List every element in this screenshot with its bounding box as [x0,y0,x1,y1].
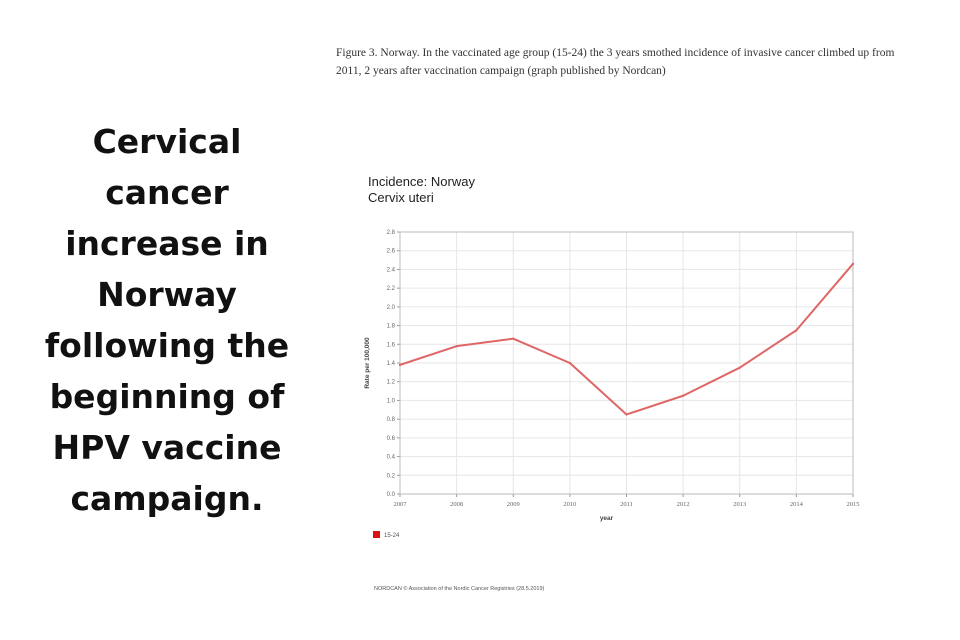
data-point [795,329,797,331]
chart-subtitle: Cervix uteri [368,190,434,205]
figure-caption: Figure 3. Norway. In the vaccinated age group (15-24) the 3 years smothed incidence of invasive cancer climbed up from 2011, 2 years after vaccination campaign (graph published by Nordcan) [336,47,895,77]
data-point [625,413,627,415]
headline [12,116,322,524]
x-tick-label: 2015 [846,501,860,508]
x-tick-label: 2013 [733,501,747,508]
y-tick-label: 1.4 [386,361,395,367]
x-tick-label: 2009 [506,501,520,508]
legend-label: 15-24 [384,533,400,539]
data-point [852,263,854,265]
headline-line: cancer [105,173,229,212]
headline-line: Cervical [92,122,242,161]
y-tick-label: 1.8 [386,323,395,330]
chart-header [368,174,475,206]
data-point [569,362,571,364]
y-tick-label: 2.2 [386,286,395,293]
y-tick-label: 0.4 [386,454,395,461]
y-tick-label: 1.0 [386,398,395,405]
headline-line: increase in [65,224,269,263]
y-tick-label: 2.6 [386,248,395,255]
x-tick-label: 2012 [676,501,690,508]
headline-line: beginning of [49,377,285,416]
y-axis-label: Rate per 100,000 [364,337,371,389]
y-tick-label: 1.2 [386,379,395,386]
line-chart [350,222,870,552]
footer-credit: NORDCAN © Association of the Nordic Cancer Registries (28.5.2019) [374,586,545,592]
data-point [455,345,457,347]
data-point [682,395,684,397]
headline-line: campaign. [70,479,264,518]
data-point [399,364,401,366]
headline-line: HPV vaccine [52,428,282,467]
x-tick-label: 2014 [789,501,803,508]
y-tick-label: 0.2 [386,473,395,480]
legend-swatch [373,531,380,538]
y-tick-label: 1.6 [386,342,395,349]
y-tick-label: 0.6 [386,435,395,442]
x-tick-label: 2007 [393,501,407,508]
x-tick-label: 2008 [450,501,464,508]
data-point [512,337,514,339]
x-axis-label: year [599,515,614,522]
y-tick-label: 2.8 [386,230,395,236]
y-tick-label: 0.8 [386,417,395,424]
x-tick-label: 2010 [563,501,577,508]
headline-line: Norway [97,275,237,314]
data-point [739,366,741,368]
y-tick-label: 2.4 [386,267,395,274]
headline-line: following the [44,326,290,365]
x-tick-label: 2011 [620,501,633,508]
y-tick-label: 2.0 [386,304,395,311]
chart-title: Incidence: Norway [368,174,475,189]
y-tick-label: 0.0 [386,492,395,498]
